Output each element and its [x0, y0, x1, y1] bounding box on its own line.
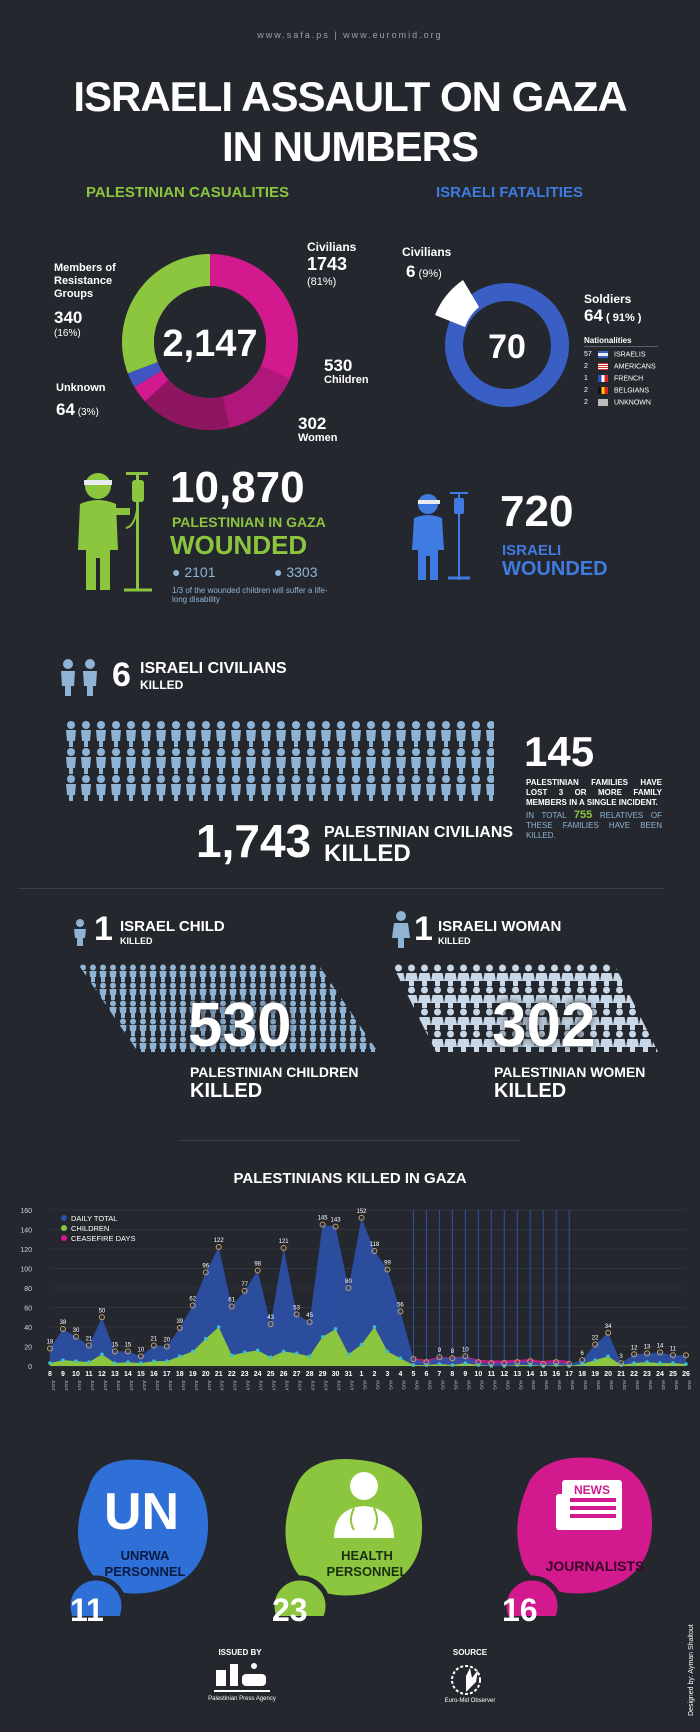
x-tick-day: 14 — [526, 1371, 535, 1378]
children-point — [256, 1349, 260, 1353]
x-tick-day: 26 — [682, 1371, 690, 1378]
x-tick-day: 15 — [539, 1371, 548, 1378]
x-tick-day: 30 — [331, 1371, 340, 1378]
isr-civilians-pct: (9%) — [418, 268, 442, 280]
x-tick-day: 12 — [98, 1371, 106, 1378]
two-people-icon — [58, 658, 104, 698]
data-label: 122 — [213, 1238, 224, 1245]
x-tick-month: JULY — [141, 1380, 147, 1391]
x-tick-month: AUG — [505, 1380, 511, 1390]
x-tick-day: 25 — [266, 1371, 275, 1378]
legend-marker — [61, 1235, 67, 1241]
children-point — [243, 1351, 247, 1355]
families-text: PALESTINIAN FAMILIES HAVE LOST 3 OR MORE FAMILY MEMBERS IN A SINGLE INCIDENT. — [526, 778, 662, 807]
nationality-row: 2 AMERICANS — [584, 363, 656, 371]
pal-children-killed-value: 530 — [188, 991, 292, 1060]
pal-women-killed-value: 302 — [492, 991, 596, 1060]
x-tick-month: JULY — [219, 1380, 225, 1391]
israel-child-line2: KILLED — [120, 936, 153, 946]
data-label: 118 — [369, 1241, 380, 1248]
children-point — [671, 1361, 675, 1365]
x-tick-month: AUG — [557, 1380, 563, 1390]
x-tick-day: 10 — [72, 1371, 80, 1378]
children-point — [191, 1350, 195, 1354]
y-tick-label: 20 — [24, 1344, 32, 1352]
data-label: 80 — [345, 1279, 352, 1285]
x-tick-month: AUG — [479, 1380, 485, 1390]
safa-subtitle: Palestinian Press Agency — [208, 1696, 276, 1702]
woman-figure-icon: ● — [274, 564, 283, 580]
families-value: 145 — [524, 728, 595, 775]
x-tick-day: 18 — [175, 1371, 184, 1378]
x-tick-day: 20 — [201, 1371, 210, 1378]
children-point — [684, 1362, 688, 1366]
nationalities-list — [584, 351, 656, 411]
pal-civilians-label: Civilians — [307, 240, 357, 254]
children-point — [658, 1361, 662, 1365]
header-urls: www.safa.ps | www.euromid.org — [257, 30, 443, 40]
title-line-2: IN NUMBERS — [221, 123, 478, 170]
data-label: 121 — [278, 1239, 289, 1246]
children-point — [48, 1361, 52, 1365]
data-label: 15 — [124, 1342, 132, 1349]
pal-civilians-pct: (81%) — [307, 276, 337, 288]
data-label: 20 — [163, 1337, 171, 1344]
x-tick-day: 16 — [552, 1371, 561, 1378]
children-point — [100, 1353, 104, 1357]
x-tick-month: AUG — [414, 1380, 420, 1390]
israeli-woman-line2: KILLED — [438, 936, 471, 946]
x-tick-month: AUG — [648, 1380, 654, 1390]
x-tick-day: 18 — [578, 1371, 587, 1378]
euromid-subtitle: Euro-Mid Observer — [444, 1698, 496, 1704]
x-tick-month: JULY — [258, 1380, 264, 1391]
resistance-label: Members of Resistance Groups — [54, 262, 116, 300]
x-tick-month: JULY — [284, 1380, 290, 1391]
palestinian-total: 2,147 — [162, 323, 258, 365]
x-tick-day: 10 — [474, 1371, 483, 1378]
children-point — [593, 1358, 597, 1362]
data-label: 61 — [228, 1297, 236, 1304]
data-label: 152 — [356, 1208, 367, 1215]
resistance-pct: (16%) — [54, 328, 81, 339]
x-tick-day: 2 — [372, 1371, 377, 1378]
y-tick-label: 60 — [24, 1305, 32, 1313]
x-tick-month: AUG — [635, 1380, 641, 1390]
nationality-row: 2 BELGIANS — [584, 387, 650, 395]
israeli-fatalities-donut — [432, 270, 582, 420]
data-label: 43 — [267, 1315, 274, 1322]
data-label: 143 — [330, 1217, 341, 1224]
belgium-flag-icon — [598, 387, 608, 394]
children-point — [178, 1354, 182, 1358]
children-label: Children — [324, 374, 369, 386]
unknown-stat — [56, 400, 99, 420]
children-point — [113, 1361, 117, 1365]
x-tick-month: JULY — [232, 1380, 238, 1391]
x-tick-day: 8 — [48, 1371, 52, 1378]
x-tick-day: 13 — [110, 1371, 119, 1378]
x-tick-day: 15 — [136, 1371, 145, 1378]
data-label: 98 — [254, 1261, 262, 1268]
children-point — [295, 1352, 299, 1356]
x-tick-day: 11 — [487, 1371, 496, 1378]
x-tick-month: AUG — [570, 1380, 576, 1390]
health-label: HEALTH PERSONNEL — [326, 1548, 408, 1579]
pal-women-line1: PALESTINIAN WOMEN — [494, 1064, 646, 1080]
children-point — [230, 1353, 234, 1357]
children-point — [360, 1343, 364, 1347]
x-tick-month: JULY — [271, 1380, 277, 1391]
journalists-value: 16 — [502, 1592, 538, 1628]
y-tick-label: 80 — [24, 1286, 32, 1293]
x-tick-day: 11 — [85, 1371, 93, 1378]
children-point — [61, 1358, 65, 1362]
section-divider — [18, 888, 664, 889]
data-label: 8 — [450, 1349, 455, 1356]
x-tick-month: AUG — [544, 1380, 550, 1390]
x-tick-day: 8 — [450, 1371, 455, 1378]
unknown-label: Unknown — [56, 382, 106, 394]
unknown-pct: (3%) — [77, 407, 99, 418]
x-tick-day: 13 — [513, 1371, 522, 1378]
israel-child-value: 1 — [94, 910, 113, 948]
x-tick-day: 31 — [344, 1371, 353, 1378]
data-label: 77 — [241, 1281, 249, 1288]
children-point — [139, 1361, 143, 1365]
x-tick-month: AUG — [661, 1380, 667, 1390]
children-point — [269, 1355, 273, 1359]
data-label: 50 — [98, 1308, 106, 1315]
x-tick-month: JULY — [89, 1380, 95, 1391]
nationalities-label: Nationalities — [584, 336, 632, 345]
x-tick-day: 24 — [253, 1371, 262, 1378]
soldiers-label: Soldiers — [584, 292, 632, 306]
x-tick-month: JULY — [76, 1380, 82, 1391]
data-label: 96 — [202, 1263, 210, 1270]
data-label: 15 — [111, 1342, 119, 1349]
wounded-children-stat — [172, 564, 216, 580]
data-label: 62 — [189, 1296, 197, 1303]
palestinian-civilians-crowd — [64, 720, 514, 802]
wounded-person-icon — [76, 466, 158, 596]
data-label: 39 — [176, 1318, 184, 1325]
x-tick-month: AUG — [453, 1380, 459, 1390]
isr-civilians-killed-value: 6 — [112, 656, 131, 694]
data-label: 18 — [46, 1339, 54, 1346]
title-line-1: ISRAELI ASSAULT ON GAZA — [73, 73, 627, 120]
women-value: 302 — [298, 414, 327, 433]
x-tick-month: JULY — [128, 1380, 134, 1391]
soldiers-value: 64 — [584, 306, 603, 325]
pal-wounded-line2: WOUNDED — [170, 530, 308, 560]
children-point — [606, 1354, 610, 1358]
children-point — [165, 1359, 169, 1363]
pal-civilians-value: 1743 — [307, 254, 348, 274]
children-point — [438, 1362, 442, 1366]
disability-note: 1/3 of the wounded children will suffer a life-long disability — [172, 586, 328, 604]
data-label: 38 — [59, 1319, 67, 1326]
children-point — [347, 1353, 351, 1357]
x-tick-month: AUG — [596, 1380, 602, 1390]
euromid-logo — [448, 1662, 492, 1696]
x-tick-day: 29 — [318, 1371, 327, 1378]
chart-title: PALESTINIANS KILLED IN GAZA — [233, 1170, 467, 1187]
nationality-row: 2 UNKNOWN — [584, 399, 651, 407]
usa-flag-icon — [598, 363, 608, 370]
resistance-value: 340 — [54, 308, 83, 327]
children-point — [204, 1337, 208, 1341]
relatives-value: 755 — [573, 809, 593, 821]
israel-child-line1: ISRAEL CHILD — [120, 918, 225, 935]
x-tick-month: JULY — [63, 1380, 69, 1391]
palestinian-casualties-heading: PALESTINIAN CASUALITIES — [86, 184, 290, 201]
x-tick-month: AUG — [583, 1380, 589, 1390]
x-tick-day: 28 — [305, 1371, 314, 1378]
children-point — [74, 1359, 78, 1363]
data-label: 13 — [643, 1344, 651, 1351]
pal-children-line1: PALESTINIAN CHILDREN — [190, 1064, 359, 1080]
x-tick-month: JULY — [193, 1380, 199, 1391]
un-title: UN — [104, 1483, 180, 1541]
pal-civilians-killed-line2: KILLED — [324, 840, 411, 867]
data-label: 34 — [604, 1323, 612, 1330]
pal-wounded-line1: PALESTINIAN IN GAZA — [172, 514, 326, 530]
x-tick-month: JULY — [297, 1380, 303, 1391]
unrwa-label: UNRWA PERSONNEL — [104, 1548, 186, 1579]
nationality-row: 57 ISRAELIS — [584, 351, 646, 359]
x-tick-month: AUG — [440, 1380, 446, 1390]
data-label: 56 — [397, 1302, 404, 1309]
isr-wounded-line1: ISRAELI — [502, 542, 562, 559]
y-tick-label: 40 — [24, 1325, 32, 1332]
data-label: 3 — [619, 1354, 623, 1361]
woman-icon — [392, 910, 410, 948]
data-label: 12 — [630, 1345, 638, 1352]
wounded-women-value: 3303 — [286, 564, 318, 580]
x-tick-day: 22 — [630, 1371, 638, 1378]
safa-logo — [212, 1660, 272, 1700]
pal-civilians-killed-line1: PALESTINIAN CIVILIANS — [324, 824, 514, 841]
x-tick-day: 23 — [643, 1371, 651, 1378]
isr-civilians-killed-line2: KILLED — [140, 678, 184, 692]
x-tick-day: 9 — [463, 1371, 468, 1378]
isr-wounded-value: 720 — [500, 487, 574, 536]
x-tick-day: 26 — [279, 1371, 288, 1378]
x-tick-day: 7 — [437, 1371, 442, 1378]
data-label: 10 — [462, 1347, 469, 1354]
x-tick-day: 21 — [617, 1371, 626, 1378]
children-point — [464, 1361, 468, 1365]
x-tick-day: 6 — [424, 1371, 429, 1378]
child-figure-icon: ● — [172, 564, 181, 580]
data-label: 22 — [591, 1335, 599, 1342]
children-point — [321, 1335, 325, 1339]
isr-civilians-label: Civilians — [402, 245, 452, 259]
children-value: 530 — [324, 356, 353, 375]
x-tick-month: JULY — [310, 1380, 316, 1391]
children-point — [373, 1325, 377, 1329]
children-point — [451, 1363, 455, 1367]
israel-flag-icon — [598, 351, 608, 358]
x-tick-day: 23 — [240, 1371, 249, 1378]
x-tick-month: JULY — [336, 1380, 342, 1391]
x-tick-month: AUG — [492, 1380, 498, 1390]
donut-israeli-civilians-segment — [435, 280, 479, 327]
journalists-label: JOURNALISTS — [545, 1558, 645, 1574]
unknown-flag-icon — [598, 399, 608, 406]
x-tick-month: AUG — [466, 1380, 472, 1390]
x-tick-month: JULY — [167, 1380, 173, 1391]
legend-entry: DAILY TOTAL — [71, 1214, 118, 1223]
israeli-wounded-person-icon — [412, 490, 474, 584]
health-value: 23 — [272, 1592, 308, 1628]
x-tick-day: 1 — [359, 1371, 364, 1378]
x-tick-month: JULY — [115, 1380, 121, 1391]
x-tick-day: 16 — [149, 1371, 158, 1378]
data-label: 53 — [293, 1305, 300, 1312]
data-label: 21 — [150, 1336, 158, 1343]
children-point — [126, 1360, 130, 1364]
x-tick-month: JULY — [180, 1380, 186, 1391]
news-label: NEWS — [574, 1483, 610, 1497]
issued-by-label: ISSUED BY — [218, 1648, 262, 1657]
x-tick-month: JULY — [206, 1380, 212, 1391]
children-point — [87, 1360, 91, 1364]
x-tick-day: 17 — [565, 1371, 574, 1378]
children-point — [334, 1327, 338, 1331]
israeli-woman-line1: ISRAELI WOMAN — [438, 918, 562, 935]
x-tick-month: JULY — [102, 1380, 108, 1391]
children-point — [217, 1325, 221, 1329]
x-tick-month: AUG — [609, 1380, 615, 1390]
unknown-value: 64 — [56, 400, 75, 419]
children-point — [412, 1363, 416, 1367]
data-label: 21 — [85, 1336, 93, 1343]
pal-wounded-value: 10,870 — [170, 463, 305, 512]
isr-civilians-stat — [406, 262, 442, 282]
france-flag-icon — [598, 375, 608, 382]
soldiers-stat — [584, 306, 641, 326]
nationalities-divider — [584, 346, 658, 347]
wounded-children-value: 2101 — [184, 564, 216, 580]
children-point — [386, 1350, 390, 1354]
pal-civilians-killed-value: 1,743 — [196, 815, 312, 867]
x-tick-day: 14 — [123, 1371, 132, 1378]
data-label: 6 — [580, 1351, 584, 1358]
y-tick-label: 120 — [20, 1247, 32, 1254]
x-tick-day: 4 — [398, 1371, 403, 1378]
section-divider-2 — [180, 1140, 520, 1141]
x-tick-day: 21 — [214, 1371, 223, 1378]
x-tick-month: AUG — [362, 1380, 368, 1390]
data-label: 30 — [72, 1327, 80, 1334]
x-tick-month: JULY — [51, 1380, 56, 1391]
x-tick-month: AUG — [388, 1380, 394, 1390]
x-tick-day: 19 — [188, 1371, 197, 1378]
x-tick-month: JULY — [323, 1380, 329, 1391]
x-tick-month: JULY — [245, 1380, 251, 1391]
x-tick-day: 17 — [162, 1371, 171, 1378]
israeli-total: 70 — [488, 328, 526, 366]
soldiers-pct: ( 91% ) — [605, 312, 642, 324]
x-tick-month: AUG — [375, 1380, 381, 1390]
y-tick-label: 0 — [28, 1364, 32, 1371]
data-label: 45 — [306, 1313, 313, 1320]
data-label: 145 — [317, 1215, 328, 1222]
child-icon — [72, 918, 88, 946]
isr-wounded-line2: WOUNDED — [502, 558, 608, 580]
x-tick-month: AUG — [427, 1380, 433, 1390]
legend-marker — [61, 1225, 67, 1231]
legend-marker — [61, 1215, 67, 1221]
y-tick-label: 160 — [20, 1208, 32, 1215]
israeli-woman-value: 1 — [414, 910, 433, 948]
children-point — [282, 1350, 286, 1354]
data-label: 14 — [656, 1343, 664, 1350]
children-point — [308, 1354, 312, 1358]
wounded-women-stat — [274, 564, 318, 580]
data-label: 9 — [437, 1348, 442, 1355]
children-point — [632, 1361, 636, 1365]
source-label: SOURCE — [452, 1648, 488, 1657]
x-tick-day: 20 — [604, 1371, 613, 1378]
x-tick-month: AUG — [401, 1380, 407, 1390]
x-tick-day: 25 — [669, 1371, 677, 1378]
x-tick-month: AUG — [622, 1380, 628, 1390]
x-tick-month: AUG — [531, 1380, 537, 1390]
x-tick-day: 24 — [656, 1371, 664, 1378]
x-tick-month: AUG — [674, 1380, 680, 1390]
x-tick-day: 3 — [385, 1371, 390, 1378]
y-tick-label: 140 — [20, 1227, 32, 1235]
pal-children-line2: KILLED — [190, 1080, 263, 1102]
data-label: 11 — [669, 1346, 677, 1353]
x-tick-day: 22 — [227, 1371, 236, 1378]
legend-entry: CHILDREN — [71, 1224, 110, 1233]
x-tick-month: JULY — [154, 1380, 160, 1391]
relatives-text: IN TOTAL 755 RELATIVES OF THESE FAMILIES HAVE BEEN KILLED. — [526, 809, 662, 840]
daily-killed-chart — [0, 1196, 700, 1402]
page-title — [0, 72, 700, 172]
isr-civilians-killed-line1: ISRAELI CIVILIANS — [140, 660, 287, 677]
x-tick-day: 9 — [61, 1371, 65, 1378]
legend-entry: CEASEFIRE DAYS — [71, 1234, 136, 1243]
unrwa-value: 11 — [70, 1592, 104, 1628]
designer-credit: Designed by: Ayman Shaltout — [688, 1624, 695, 1716]
pal-women-line2: KILLED — [494, 1080, 567, 1102]
x-tick-day: 5 — [411, 1371, 416, 1378]
x-tick-day: 27 — [292, 1371, 301, 1378]
children-point — [645, 1360, 649, 1364]
data-label: 99 — [384, 1260, 391, 1267]
children-point — [152, 1359, 156, 1363]
x-tick-month: AUG — [687, 1380, 692, 1390]
israeli-fatalities-heading: ISRAELI FATALITIES — [436, 184, 583, 201]
x-tick-day: 12 — [500, 1371, 509, 1378]
x-tick-day: 19 — [591, 1371, 600, 1378]
nationality-row: 1 FRENCH — [584, 375, 644, 383]
x-tick-month: AUG — [518, 1380, 524, 1390]
x-tick-month: JULY — [349, 1380, 355, 1391]
women-label: Women — [298, 432, 338, 444]
data-label: 10 — [137, 1347, 145, 1354]
y-tick-label: 100 — [20, 1266, 32, 1274]
children-point — [399, 1356, 403, 1360]
isr-civilians-value: 6 — [406, 262, 416, 281]
